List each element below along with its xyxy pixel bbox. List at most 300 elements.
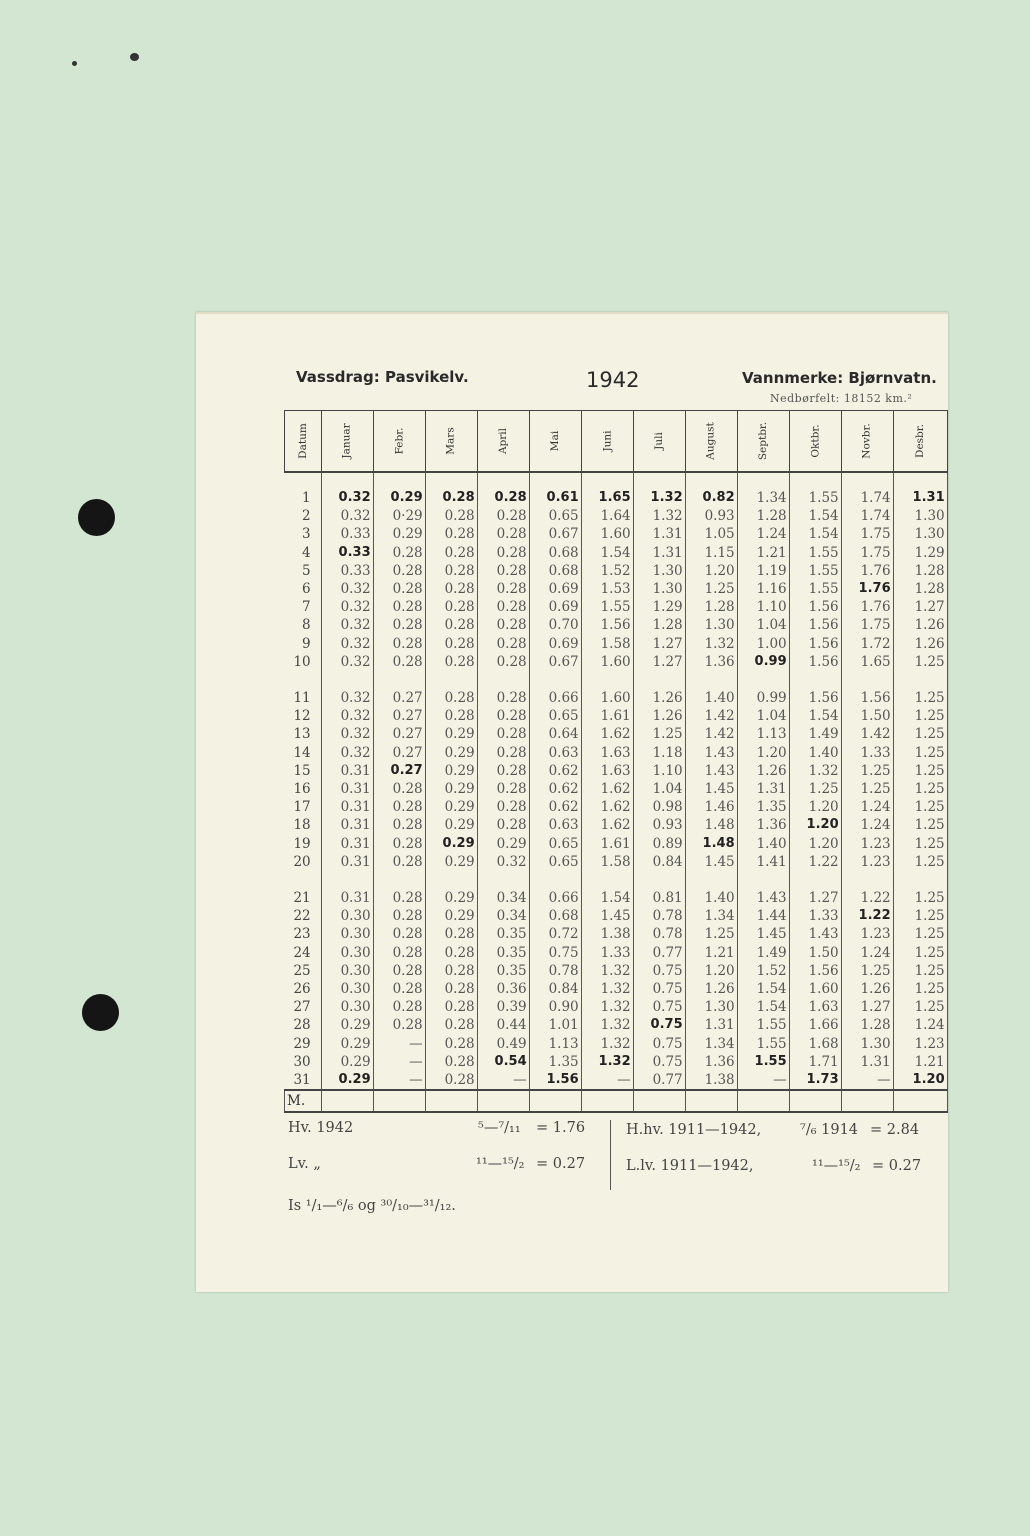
value-cell: 0.28	[477, 472, 529, 507]
value-cell: 1.42	[841, 725, 893, 743]
value-cell: 1.15	[685, 544, 737, 562]
hv-label: Hv. 1942	[288, 1120, 354, 1136]
table-row	[285, 762, 948, 780]
value-cell: 0.90	[529, 998, 581, 1016]
hv-date: ⁵—⁷/₁₁	[478, 1120, 521, 1136]
value-cell: 1.05	[685, 525, 737, 543]
table-row	[285, 1053, 948, 1071]
table-row	[285, 780, 948, 798]
vassdrag-label: Vassdrag: Pasvikelv.	[296, 368, 469, 386]
day-cell: 30	[285, 1053, 322, 1071]
mean-cell	[373, 1090, 425, 1112]
day-cell: 20	[285, 853, 322, 871]
value-cell: 1.25	[893, 998, 947, 1016]
value-cell: 1.65	[841, 653, 893, 671]
value-cell: 1.10	[737, 598, 789, 616]
value-cell: 1.23	[841, 925, 893, 943]
value-cell: 1.49	[789, 725, 841, 743]
table-row	[285, 525, 948, 543]
value-cell: 0.31	[321, 780, 373, 798]
value-cell: 1.23	[841, 853, 893, 871]
value-cell: 1.63	[789, 998, 841, 1016]
value-cell: 1.31	[841, 1053, 893, 1071]
value-cell: 0.31	[321, 853, 373, 871]
value-cell: 1.33	[789, 907, 841, 925]
value-cell: 1.41	[737, 853, 789, 871]
llv-date: ¹¹—¹⁵/₂	[812, 1158, 861, 1174]
day-cell: 23	[285, 925, 322, 943]
value-cell: 0.29	[425, 871, 477, 907]
value-cell: 1.58	[581, 853, 633, 871]
value-cell: 0.28	[373, 653, 425, 671]
value-cell: 0.31	[321, 816, 373, 834]
datum-header-label: Datum	[296, 423, 309, 459]
lv-date: ¹¹—¹⁵/₂	[476, 1156, 525, 1172]
value-cell: 1.30	[685, 616, 737, 634]
month-header-label: Desbr.	[914, 424, 927, 458]
value-cell: 1.45	[581, 907, 633, 925]
value-cell: 1.36	[737, 816, 789, 834]
value-cell: 1.30	[893, 507, 947, 525]
table-row	[285, 598, 948, 616]
value-cell: 0.29	[425, 744, 477, 762]
value-cell: 1.24	[841, 944, 893, 962]
value-cell: —	[477, 1071, 529, 1090]
table-row	[285, 580, 948, 598]
year-title: 1942	[586, 368, 640, 392]
value-cell: 1.36	[685, 1053, 737, 1071]
day-cell: 22	[285, 907, 322, 925]
value-cell: 0.28	[477, 707, 529, 725]
value-cell: 0.32	[321, 744, 373, 762]
mean-cell	[633, 1090, 685, 1112]
table-row	[285, 707, 948, 725]
value-cell: 0.75	[633, 962, 685, 980]
value-cell: 1.27	[633, 635, 685, 653]
mean-label: M.	[285, 1090, 322, 1112]
value-cell: 0.32	[321, 616, 373, 634]
value-cell: 1.74	[841, 472, 893, 507]
table-row	[285, 944, 948, 962]
value-cell: 1.28	[685, 598, 737, 616]
value-cell: 0.77	[633, 1071, 685, 1090]
day-cell: 16	[285, 780, 322, 798]
nedborfelt-label: Nedbørfelt: 18152 km.²	[770, 392, 913, 405]
value-cell: 1.43	[685, 744, 737, 762]
value-cell: 1.60	[789, 980, 841, 998]
value-cell: 1.60	[581, 525, 633, 543]
value-cell: 1.50	[789, 944, 841, 962]
value-cell: 1.62	[581, 780, 633, 798]
value-cell: 0.32	[321, 635, 373, 653]
value-cell: 0.75	[633, 980, 685, 998]
value-cell: 1.75	[841, 544, 893, 562]
value-cell: 1.20	[737, 744, 789, 762]
value-cell: 1.65	[581, 472, 633, 507]
value-cell: 1.31	[685, 1016, 737, 1034]
ice-note: Is ¹/₁—⁶/₆ og ³⁰/₁₀—³¹/₁₂.	[288, 1198, 456, 1214]
value-cell: 1.25	[893, 798, 947, 816]
value-cell: 1.56	[789, 962, 841, 980]
value-cell: 0.29	[425, 780, 477, 798]
value-cell: 0.28	[425, 998, 477, 1016]
value-cell: 1.32	[581, 998, 633, 1016]
hv-value: = 1.76	[536, 1120, 586, 1136]
value-cell: 0.28	[425, 616, 477, 634]
value-cell: 0.65	[529, 707, 581, 725]
value-cell: 1.25	[893, 907, 947, 925]
value-cell: 1.44	[737, 907, 789, 925]
value-cell: —	[373, 1035, 425, 1053]
value-cell: 1.31	[893, 472, 947, 507]
value-cell: 0.28	[425, 507, 477, 525]
llv-label: L.lv. 1911—1942,	[626, 1158, 754, 1174]
value-cell: 1.26	[633, 707, 685, 725]
table-row	[285, 653, 948, 671]
value-cell: 0.34	[477, 907, 529, 925]
day-cell: 29	[285, 1035, 322, 1053]
hhv-date: ⁷/₆ 1914	[800, 1122, 859, 1138]
value-cell: 1.66	[789, 1016, 841, 1034]
value-cell: 1.55	[789, 544, 841, 562]
value-cell: 0.28	[373, 871, 425, 907]
value-cell: 0.68	[529, 544, 581, 562]
value-cell: 1.34	[685, 907, 737, 925]
value-cell: 1.21	[685, 944, 737, 962]
value-cell: 0.29	[425, 725, 477, 743]
month-header	[633, 411, 685, 473]
value-cell: 1.42	[685, 707, 737, 725]
month-header	[321, 411, 373, 473]
month-header	[841, 411, 893, 473]
value-cell: 0.82	[685, 472, 737, 507]
value-cell: 1.20	[893, 1071, 947, 1090]
value-cell: 0.33	[321, 562, 373, 580]
value-cell: 1.40	[789, 744, 841, 762]
value-cell: 1.72	[841, 635, 893, 653]
value-cell: 0.69	[529, 635, 581, 653]
value-cell: 1.54	[789, 707, 841, 725]
table-row	[285, 671, 948, 707]
table-row	[285, 544, 948, 562]
day-cell: 17	[285, 798, 322, 816]
value-cell: 0.28	[373, 598, 425, 616]
day-cell: 14	[285, 744, 322, 762]
value-cell: 1.54	[789, 525, 841, 543]
value-cell: 0.78	[633, 907, 685, 925]
value-cell: 0.32	[321, 472, 373, 507]
value-cell: 1.13	[737, 725, 789, 743]
value-cell: 0.28	[425, 562, 477, 580]
value-cell: 1.32	[581, 962, 633, 980]
value-cell: 1.23	[893, 1035, 947, 1053]
value-cell: 1.25	[893, 853, 947, 871]
value-cell: 0.28	[373, 544, 425, 562]
value-cell: 0.84	[633, 853, 685, 871]
value-cell: 0.75	[633, 998, 685, 1016]
value-cell: 1.58	[581, 635, 633, 653]
value-cell: 1.61	[581, 707, 633, 725]
value-cell: 0.78	[633, 925, 685, 943]
value-cell: 0.68	[529, 562, 581, 580]
month-header-label: Oktbr.	[809, 424, 822, 458]
month-header-label: Mai	[549, 430, 562, 452]
value-cell: 0.39	[477, 998, 529, 1016]
value-cell: 1.55	[789, 580, 841, 598]
value-cell: 0.29	[373, 472, 425, 507]
value-cell: 0.27	[373, 762, 425, 780]
month-header	[893, 411, 947, 473]
value-cell: 0.30	[321, 907, 373, 925]
value-cell: 0.28	[425, 707, 477, 725]
value-cell: 1.62	[581, 798, 633, 816]
value-cell: 1.55	[737, 1053, 789, 1071]
value-cell: 1.75	[841, 525, 893, 543]
value-cell: 1.21	[893, 1053, 947, 1071]
value-cell: 1.28	[633, 616, 685, 634]
lv-label: Lv. „	[288, 1156, 321, 1172]
value-cell: 1.33	[841, 744, 893, 762]
value-cell: 0.28	[477, 616, 529, 634]
value-cell: 0.29	[321, 1071, 373, 1090]
mean-cell	[789, 1090, 841, 1112]
hhv-value: = 2.84	[870, 1122, 920, 1138]
month-header	[529, 411, 581, 473]
footer-divider	[610, 1120, 611, 1190]
value-cell: 0.30	[321, 925, 373, 943]
value-cell: 0.28	[477, 598, 529, 616]
value-cell: 0.29	[425, 798, 477, 816]
value-cell: 0.28	[425, 635, 477, 653]
value-cell: 1.54	[737, 998, 789, 1016]
value-cell: 1.27	[633, 653, 685, 671]
value-cell: 1.36	[685, 653, 737, 671]
ink-speck	[72, 61, 77, 66]
month-header	[581, 411, 633, 473]
value-cell: 0.28	[373, 907, 425, 925]
value-cell: 0.84	[529, 980, 581, 998]
value-cell: 0.28	[477, 580, 529, 598]
value-cell: 1.56	[789, 616, 841, 634]
value-cell: 0.93	[685, 507, 737, 525]
month-header-label: Januar	[341, 423, 354, 459]
value-cell: 1.32	[633, 472, 685, 507]
value-cell: 0.34	[477, 871, 529, 907]
mean-cell	[529, 1090, 581, 1112]
value-cell: 1.00	[737, 635, 789, 653]
value-cell: 0.32	[321, 707, 373, 725]
value-cell: 0.28	[373, 562, 425, 580]
value-cell: 1.22	[841, 907, 893, 925]
value-cell: 0.30	[321, 962, 373, 980]
value-cell: 1.56	[581, 616, 633, 634]
table-row	[285, 835, 948, 853]
value-cell: 1.56	[841, 671, 893, 707]
value-cell: 0.28	[425, 1071, 477, 1090]
day-cell: 10	[285, 653, 322, 671]
value-cell: 1.54	[789, 507, 841, 525]
value-cell: 1.25	[893, 925, 947, 943]
value-cell: 1.24	[893, 1016, 947, 1034]
value-cell: 0.35	[477, 944, 529, 962]
value-cell: 1.62	[581, 725, 633, 743]
value-cell: 1.33	[581, 944, 633, 962]
value-cell: 0.33	[321, 544, 373, 562]
value-cell: 0.28	[477, 780, 529, 798]
value-cell: 0.81	[633, 871, 685, 907]
value-cell: 0.44	[477, 1016, 529, 1034]
day-cell: 5	[285, 562, 322, 580]
value-cell: 1.25	[893, 707, 947, 725]
value-cell: 1.35	[529, 1053, 581, 1071]
value-cell: 1.16	[737, 580, 789, 598]
value-cell: 1.71	[789, 1053, 841, 1071]
mean-cell	[737, 1090, 789, 1112]
value-cell: 1.25	[893, 744, 947, 762]
data-sheet	[196, 312, 948, 1292]
mean-cell	[893, 1090, 947, 1112]
value-cell: 0.29	[425, 762, 477, 780]
value-cell: 0.69	[529, 598, 581, 616]
value-cell: 1.25	[893, 725, 947, 743]
value-cell: 0.29	[321, 1035, 373, 1053]
value-cell: 1.20	[685, 562, 737, 580]
table-row	[285, 562, 948, 580]
value-cell: 1.22	[841, 871, 893, 907]
value-cell: 1.22	[789, 853, 841, 871]
value-cell: 1.27	[789, 871, 841, 907]
value-cell: 0.28	[425, 1035, 477, 1053]
value-cell: 0.62	[529, 798, 581, 816]
table-row	[285, 472, 948, 507]
value-cell: 0.29	[321, 1053, 373, 1071]
value-cell: 1.52	[581, 562, 633, 580]
value-cell: 1.76	[841, 580, 893, 598]
month-header-row	[285, 411, 948, 473]
table-row	[285, 998, 948, 1016]
value-cell: 1.74	[841, 507, 893, 525]
value-cell: 1.32	[581, 1035, 633, 1053]
table-row	[285, 962, 948, 980]
value-cell: 1.13	[529, 1035, 581, 1053]
value-cell: 0.28	[425, 525, 477, 543]
value-cell: 1.55	[789, 472, 841, 507]
value-cell: 0.75	[633, 1016, 685, 1034]
value-cell: 0.67	[529, 525, 581, 543]
value-cell: 0.61	[529, 472, 581, 507]
value-cell: 0.32	[321, 580, 373, 598]
table-row	[285, 925, 948, 943]
value-cell: 1.60	[581, 671, 633, 707]
month-header-label: Novbr.	[861, 423, 874, 459]
day-cell: 31	[285, 1071, 322, 1090]
value-cell: 0.28	[477, 507, 529, 525]
value-cell: 1.01	[529, 1016, 581, 1034]
value-cell: 1.27	[893, 598, 947, 616]
mean-cell	[841, 1090, 893, 1112]
value-cell: 1.38	[581, 925, 633, 943]
value-cell: 1.40	[737, 835, 789, 853]
value-cell: 0.78	[529, 962, 581, 980]
value-cell: 0.28	[425, 962, 477, 980]
value-cell: 0.28	[425, 598, 477, 616]
value-cell: 0.32	[321, 671, 373, 707]
value-cell: 1.32	[789, 762, 841, 780]
value-cell: 1.62	[581, 816, 633, 834]
value-cell: 1.56	[789, 671, 841, 707]
value-cell: 0.36	[477, 980, 529, 998]
value-cell: 1.20	[789, 835, 841, 853]
table-row	[285, 816, 948, 834]
value-cell: 0.28	[425, 980, 477, 998]
value-cell: 1.19	[737, 562, 789, 580]
value-cell: 1.30	[685, 998, 737, 1016]
value-cell: 1.26	[893, 635, 947, 653]
value-cell: 1.55	[789, 562, 841, 580]
value-cell: 0.28	[477, 671, 529, 707]
month-header-label: April	[497, 427, 510, 455]
value-cell: 0.99	[737, 671, 789, 707]
value-cell: 0.29	[425, 907, 477, 925]
punch-hole-top	[78, 499, 115, 536]
value-cell: 1.48	[685, 835, 737, 853]
value-cell: 1.40	[685, 671, 737, 707]
value-cell: 1.32	[685, 635, 737, 653]
llv-value: = 0.27	[872, 1158, 922, 1174]
value-cell: 1.25	[893, 816, 947, 834]
table-row	[285, 507, 948, 525]
value-cell: 0.89	[633, 835, 685, 853]
month-header	[685, 411, 737, 473]
value-cell: 1.55	[737, 1035, 789, 1053]
month-header-label: August	[705, 422, 718, 460]
value-cell: 0.65	[529, 507, 581, 525]
value-cell: 1.26	[841, 980, 893, 998]
value-cell: 1.25	[685, 925, 737, 943]
value-cell: 1.30	[633, 562, 685, 580]
value-cell: 0.35	[477, 962, 529, 980]
value-cell: 1.68	[789, 1035, 841, 1053]
day-cell: 3	[285, 525, 322, 543]
value-cell: 1.43	[789, 925, 841, 943]
month-header-label: Mars	[445, 427, 458, 455]
value-cell: 1.18	[633, 744, 685, 762]
value-cell: 0.28	[425, 653, 477, 671]
table-row	[285, 744, 948, 762]
value-cell: 1.28	[841, 1016, 893, 1034]
value-cell: 1.61	[581, 835, 633, 853]
value-cell: 1.26	[737, 762, 789, 780]
value-cell: 0.28	[373, 925, 425, 943]
value-cell: 1.25	[893, 671, 947, 707]
value-cell: 1.28	[893, 580, 947, 598]
value-cell: 1.40	[685, 871, 737, 907]
value-cell: 0.28	[477, 635, 529, 653]
value-cell: 0.27	[373, 671, 425, 707]
value-cell: 1.43	[737, 871, 789, 907]
day-cell: 27	[285, 998, 322, 1016]
value-cell: 0.28	[373, 816, 425, 834]
value-cell: 1.34	[737, 472, 789, 507]
table-row	[285, 1016, 948, 1034]
value-cell: 0.66	[529, 871, 581, 907]
table-row	[285, 635, 948, 653]
value-cell: 0.98	[633, 798, 685, 816]
value-cell: 1.54	[737, 980, 789, 998]
month-header-label: Septbr.	[757, 421, 770, 461]
day-cell: 6	[285, 580, 322, 598]
value-cell: 0.65	[529, 835, 581, 853]
